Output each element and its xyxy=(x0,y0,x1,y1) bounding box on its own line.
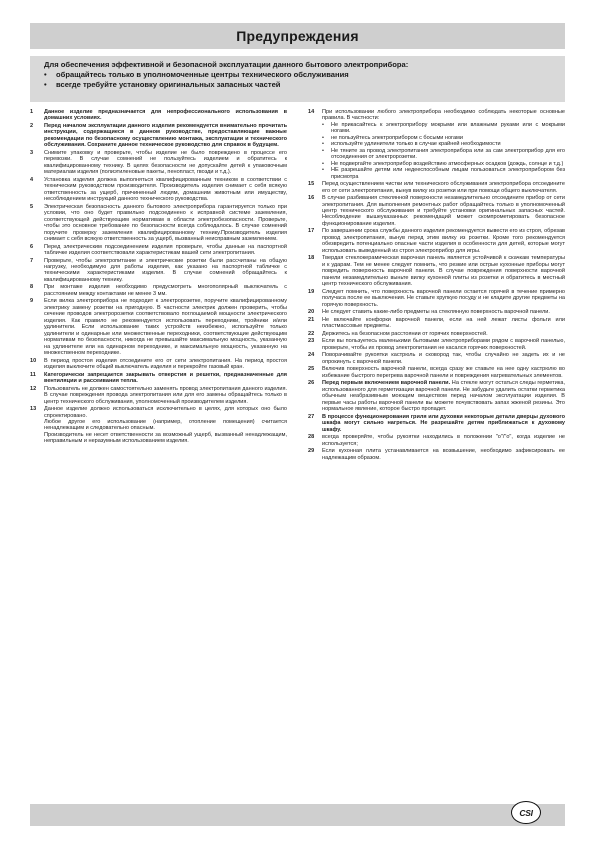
item-text: Не следует ставить какие-либо предметы на стеклянную поверхность варочной панели. xyxy=(322,309,550,316)
item-text: Следует помнить, что поверхность варочной панели остается горячей в течение примерно получаса после ее выключения. Не ставьте хрупкую посуду и не кладите другие предметы на горячую поверхность. xyxy=(322,288,565,308)
item-body xyxy=(44,244,287,257)
item-text: По завершении срока службы данного изделия рекомендуется вывести его из строя, обрезав провод электропитания, вынув перед этим вилку из розетки. Кроме того рекомендуется обезвредить потенциально опасные части изделия в особенности для детей, которые могут использовать выведенный из строя электроприбор для игры. xyxy=(322,228,565,254)
item-text: При использовании любого электроприбора необходимо соблюдать некоторые основные правила. В частности: xyxy=(322,109,565,122)
warning-item xyxy=(308,331,565,337)
item-number: 18 xyxy=(308,255,315,262)
item-body xyxy=(44,177,287,203)
item-paragraph xyxy=(44,284,287,297)
item-body xyxy=(322,448,565,461)
item-number: 11 xyxy=(30,371,36,378)
item-paragraph xyxy=(44,177,287,203)
csi-logo xyxy=(511,801,541,824)
item-number: 4 xyxy=(30,176,34,183)
item-number: 1 xyxy=(30,109,34,115)
item-text: Любое другое его использование (например, отопление помещения) считается ненадлежащим и следовательно опасным. xyxy=(44,418,287,432)
item-body xyxy=(44,372,287,385)
sub-bullet-text: не пользуйтесь электроприбором с босыми ногами xyxy=(331,134,463,141)
item-body xyxy=(322,366,565,379)
item-number: 21 xyxy=(308,316,315,323)
warning-item xyxy=(30,358,287,371)
item-text: В период простоя изделия отсоедините его от сети электропитания. На период простоя изделия выключите общий выключатель изделия и перекройте газовый кран. xyxy=(44,357,287,371)
logo-text: CSI xyxy=(519,807,533,818)
item-body xyxy=(44,109,287,122)
item-text: Данное изделие должно использоваться исключительно в целях, для которых оно было спроектировано. xyxy=(44,406,287,419)
sub-bullet xyxy=(322,122,565,135)
item-number: 29 xyxy=(308,448,315,455)
item-paragraph xyxy=(322,352,565,365)
intro-bullet-text: обращайтесь только в уполномоченные центры технического обслуживания xyxy=(56,69,349,79)
warning-item xyxy=(308,338,565,351)
item-text: Перед осуществлением чистки или технического обслуживания электроприбора отсоедините его от сети электропитания, вынув вилку из розетки или при помощи общего выключателя. xyxy=(322,181,565,194)
sub-bullet-text: Не подвергайте электроприбор воздействию атмосферных осадков (дождь, солнце и т.д.) xyxy=(331,160,564,167)
bullet-icon: • xyxy=(322,141,324,148)
warning-item xyxy=(308,289,565,308)
sub-bullet xyxy=(322,148,565,161)
item-body xyxy=(44,386,287,405)
bullet-icon: • xyxy=(322,160,324,167)
item-number: 15 xyxy=(308,181,315,188)
item-paragraph xyxy=(44,123,287,149)
item-number: 2 xyxy=(30,123,34,129)
item-number: 12 xyxy=(30,385,37,392)
item-text: На стекле могут остаться следы герметика, использованного для герметизации варочной панели. Не забудьте удалить остатки герметика обычным неабразивным моющим веществом перед началом эксплуатации изделия. В первые часы работы варочной панели вы можете почувствовать запах жженой резины. Это нормальное явление, которое быстро пропадет. xyxy=(322,380,565,413)
item-body xyxy=(322,289,565,308)
warning-item xyxy=(30,284,287,297)
item-body xyxy=(44,406,287,445)
sub-bullet-text: Не тяните за провод электропитания электроприбора или за сам электроприбор для его отсоединения от электророзетки. xyxy=(331,147,565,161)
warning-item xyxy=(30,298,287,356)
item-text: Проверьте, чтобы электропитание и электрические розетки были рассчитаны на общую нагрузку, необходимую для работы изделия, как указано на паспортной табличке с техническими характеристиками изделия. В случае сомнений обращайтесь к квалифицированному технику. xyxy=(44,257,287,283)
item-paragraph xyxy=(44,258,287,284)
warning-item xyxy=(308,228,565,254)
item-body xyxy=(322,109,565,180)
warning-item xyxy=(30,177,287,203)
item-number: 24 xyxy=(308,352,315,359)
warning-item xyxy=(30,204,287,243)
item-text: Данное изделие предназначается для непрофессионального использования в домашних условиях. xyxy=(44,109,287,122)
item-body xyxy=(322,380,565,412)
warning-item xyxy=(308,181,565,194)
bullet-icon: • xyxy=(44,69,47,79)
item-paragraph xyxy=(322,338,565,351)
item-body xyxy=(322,338,565,351)
intro-bullet xyxy=(44,70,555,80)
right-column xyxy=(308,109,565,462)
item-paragraph xyxy=(322,195,565,227)
item-body xyxy=(322,434,565,447)
warning-item xyxy=(30,123,287,149)
item-text: Электрическая безопасность данного бытового электроприбора гарантируется только при условии, что оно будет правильно подсоединено к исправной системе заземления, соответствующей действующим нормативам в области электробезопасности. Проверьте, чтобы это основное требование по безопасности всегда соблюдалось. В случае сомнений поручите проверку заземления квалифицированному технику.Производитель изделия снимает с себя всякую ответственность за ущерб, вызванный неисправным заземлением. xyxy=(44,203,287,242)
item-paragraph xyxy=(322,181,565,194)
warning-item xyxy=(308,414,565,433)
item-body xyxy=(44,284,287,297)
item-body xyxy=(44,204,287,243)
sub-bullet-text: Не прикасайтесь к электроприбору мокрыми или влажными руками или с мокрыми ногами. xyxy=(331,121,565,135)
item-paragraph xyxy=(322,434,565,447)
warning-item xyxy=(30,150,287,176)
item-body xyxy=(44,258,287,284)
item-text: Если кухонная плита устанавливается на возвышение, необходимо зафиксировать ее надлежащим образом. xyxy=(322,448,565,461)
item-number: 17 xyxy=(308,228,315,235)
title-bar xyxy=(30,23,565,49)
item-text: Держитесь на безопасном расстоянии от горячих поверхностей. xyxy=(322,330,488,337)
item-text: Перед электрическим подсоединением изделия проверьте, чтобы данные на паспортной табличке изделия соответствовали характеристикам вашей сети электропитания. xyxy=(44,243,287,256)
intro-lead: Для обеспечения эффективной и безопасной эксплуатации данного бытового электроприбора: xyxy=(44,60,409,69)
intro-box xyxy=(30,56,565,102)
item-number: 22 xyxy=(308,330,315,337)
intro-bullet xyxy=(44,80,555,90)
item-number: 16 xyxy=(308,195,315,202)
warning-item xyxy=(308,366,565,379)
item-text: Установка изделия должна выполняться квалифицированным техником в соответствии с техническим руководством производителя. Производитель изделия снимает с себя всякую ответственность за ущерб, причиненный людям, домашним животным или имуществу, несоблюдением инструкций данного технического руководства. xyxy=(44,176,287,203)
item-paragraph xyxy=(44,419,287,432)
item-body xyxy=(322,255,565,287)
item-paragraph xyxy=(322,380,565,412)
item-body xyxy=(322,181,565,194)
item-text: Поворачивайте рукоятки кастрюль и сковород так, чтобы случайно не задеть их и не опрокинуть с варочной панели. xyxy=(322,352,565,365)
item-number: 20 xyxy=(308,309,315,316)
item-body xyxy=(322,352,565,365)
item-text: При монтаже изделия необходимо предусмотреть многополярный выключатель с расстоянием между контактами не менее 3 мм. xyxy=(44,284,287,297)
item-number: 27 xyxy=(308,413,315,420)
item-text: Если вилка электроприбора не подходит к электророзетке, поручите квалифицированному электрику замену розетки на пригодную. В частности электрик должен проверить, чтобы сечение проводов электророзетки соответствовало поглощаемой мощности электрического изделия. Как правило не рекомендуется использовать переходники, тройники и/или удлинители. Если использование таких устройств неизбежно, используйте только удлинители и одинарные или множественные переходники, соответствующие действующим нормативам по безопасности, никогда не превышайте максимальную мощность, указанную на удлинителе или на одинарном переходнике, и максимальную мощность, указанную на множественном переходнике. xyxy=(44,298,287,357)
warning-item xyxy=(308,195,565,227)
item-body xyxy=(44,123,287,149)
item-paragraph xyxy=(44,386,287,405)
warning-item xyxy=(30,109,287,122)
item-text: Категорически запрещается закрывать отверстия и решетки, предназначенные для вентиляции и рассеивания тепла. xyxy=(44,371,287,385)
warning-item xyxy=(308,352,565,365)
warning-item xyxy=(30,406,287,445)
footer-bar xyxy=(30,804,565,826)
item-paragraph xyxy=(44,244,287,257)
item-paragraph xyxy=(322,366,565,379)
item-paragraph xyxy=(44,204,287,243)
item-body xyxy=(44,358,287,371)
item-body xyxy=(322,195,565,227)
item-number: 25 xyxy=(308,366,315,373)
item-paragraph xyxy=(44,150,287,176)
sub-bullet-text: НЕ разрешайте детям или недееспособным лицам пользоваться электроприбором без присмотра xyxy=(331,167,565,180)
item-number: 13 xyxy=(30,406,37,413)
item-lead: Перед первым включением варочной панели. xyxy=(322,380,451,387)
item-number: 28 xyxy=(308,434,315,441)
item-text: В случае разбивания стеклянной поверхности незамедлительно отсоедините прибор от сети электропитания. Для выполнения ремонтных работ обращайтесь только в уполномоченный центр технического обслуживания и требуйте установки оригинальных запасных частей. Несоблюдение вышеуказанных рекомендаций может скомпрометировать безопасное функционирование изделия. xyxy=(322,195,565,227)
item-body xyxy=(44,298,287,356)
item-body xyxy=(322,414,565,433)
item-text: Твердая стеклокерамическая варочная панель является устойчивой к скачкам температуры и к ударам. Тем не менее следует помнить, что резкие или острые кухонные приборы могут повредить поверхность варочной панели. В случае повреждения поверхности варочной панели незамедлительно выньте вилку кухонной плиты из розетки и обратитесь в местный центр технического обслуживания. xyxy=(322,255,565,288)
item-number: 19 xyxy=(308,288,315,295)
item-text: Не включайте конфорки варочной панели, если на ней лежат листы фольги или пластмассовые предметы. xyxy=(322,316,565,330)
item-text: Перед началом эксплуатации данного изделия рекомендуется внимательно прочитать инструкции, содержащиеся в данном руководстве, предоставляющие важные рекомендации по безопасному осуществлению монтажа, эксплуатации и технического обслуживания. Сохраните данное техническое руководство для справок в будущем. xyxy=(44,123,287,149)
bullet-icon: • xyxy=(322,134,324,141)
item-body xyxy=(322,331,565,337)
item-paragraph xyxy=(44,109,287,122)
warning-item xyxy=(308,109,565,180)
item-number: 10 xyxy=(30,357,37,364)
item-text: Производитель не несет ответственности за возможный ущерб, вызванный ненадлежащим, неправильным и неразумным использованием изделия. xyxy=(44,431,287,445)
left-column xyxy=(30,109,287,446)
item-number: 7 xyxy=(30,257,34,264)
item-text: Снимите упаковку и проверьте, чтобы изделие не было повреждено в процессе его перевозки. В случае сомнений не пользуйтесь изделием и обратитесь к квалифицированному технику. В целях безопасности не допускайте детей к упаковочным материалам изделия (полиэтиленовые пакеты, пенопласт, гвозди и т.д.). xyxy=(44,149,287,176)
item-body xyxy=(322,228,565,254)
warning-item xyxy=(308,309,565,315)
warning-item xyxy=(308,255,565,287)
item-number: 8 xyxy=(30,284,34,291)
item-paragraph xyxy=(322,228,565,254)
item-number: 26 xyxy=(308,380,315,387)
sub-bullet xyxy=(322,167,565,180)
warning-item xyxy=(30,244,287,257)
bullet-icon: • xyxy=(322,167,324,174)
item-text: всегда проверяйте, чтобы рукоятки находились в положении "о"/"о", когда изделие не используется; xyxy=(322,434,565,447)
bullet-icon: • xyxy=(322,121,324,128)
item-paragraph xyxy=(44,406,287,419)
item-paragraph xyxy=(322,109,565,122)
warning-item xyxy=(30,386,287,405)
item-number: 3 xyxy=(30,149,34,156)
warning-item xyxy=(308,317,565,330)
item-number: 14 xyxy=(308,109,315,115)
item-paragraph xyxy=(322,331,565,337)
sub-bullet-text: используйте удлинители только в случае крайней необходимости xyxy=(331,141,501,148)
item-text: В процессе функционирования гриля или духовки некоторые детали дверцы духового шкафа могут сильно нагреться. Не разрешайте детям приближаться к духовому шкафу. xyxy=(322,413,565,433)
warning-item xyxy=(30,372,287,385)
item-number: 6 xyxy=(30,243,34,250)
item-body xyxy=(322,317,565,330)
item-paragraph xyxy=(44,358,287,371)
page-title: Предупреждения xyxy=(236,28,359,44)
item-text: Пользователь не должен самостоятельно заменять провод электропитания данного изделия. В случае повреждения провода электропитания или для его замены обращайтесь только в центр технического обслуживания, уполномоченный производителем изделия. xyxy=(44,385,287,405)
item-paragraph xyxy=(44,432,287,445)
item-number: 23 xyxy=(308,338,315,345)
item-number: 5 xyxy=(30,203,34,210)
item-paragraph xyxy=(322,448,565,461)
bullet-icon: • xyxy=(322,147,324,154)
warning-item xyxy=(308,380,565,412)
item-body xyxy=(322,309,565,315)
item-number: 9 xyxy=(30,298,34,305)
item-paragraph xyxy=(44,298,287,356)
item-text: Если вы пользуетесь маленькими бытовыми электроприборами рядом с варочной панелью, проверьте, чтобы их провод электропитания не касался горячих поверхностей. xyxy=(322,338,565,351)
item-body xyxy=(44,150,287,176)
warning-item xyxy=(308,434,565,447)
item-paragraph xyxy=(322,289,565,308)
warning-item xyxy=(308,448,565,461)
item-paragraph xyxy=(322,309,565,315)
bullet-icon: • xyxy=(44,79,47,89)
intro-bullet-text: всегде требуйте установку оригинальных запасных частей xyxy=(56,79,281,89)
item-paragraph xyxy=(322,414,565,433)
item-paragraph xyxy=(322,255,565,287)
item-text: Включив поверхность варочной панели, всегда сразу же ставьте на нее одну кастрюлю во избежание быстрого перегрева варочной панели и повреждения нагревательных элементов. xyxy=(322,366,565,379)
item-paragraph xyxy=(44,372,287,385)
warning-item xyxy=(30,258,287,284)
item-paragraph xyxy=(322,317,565,330)
